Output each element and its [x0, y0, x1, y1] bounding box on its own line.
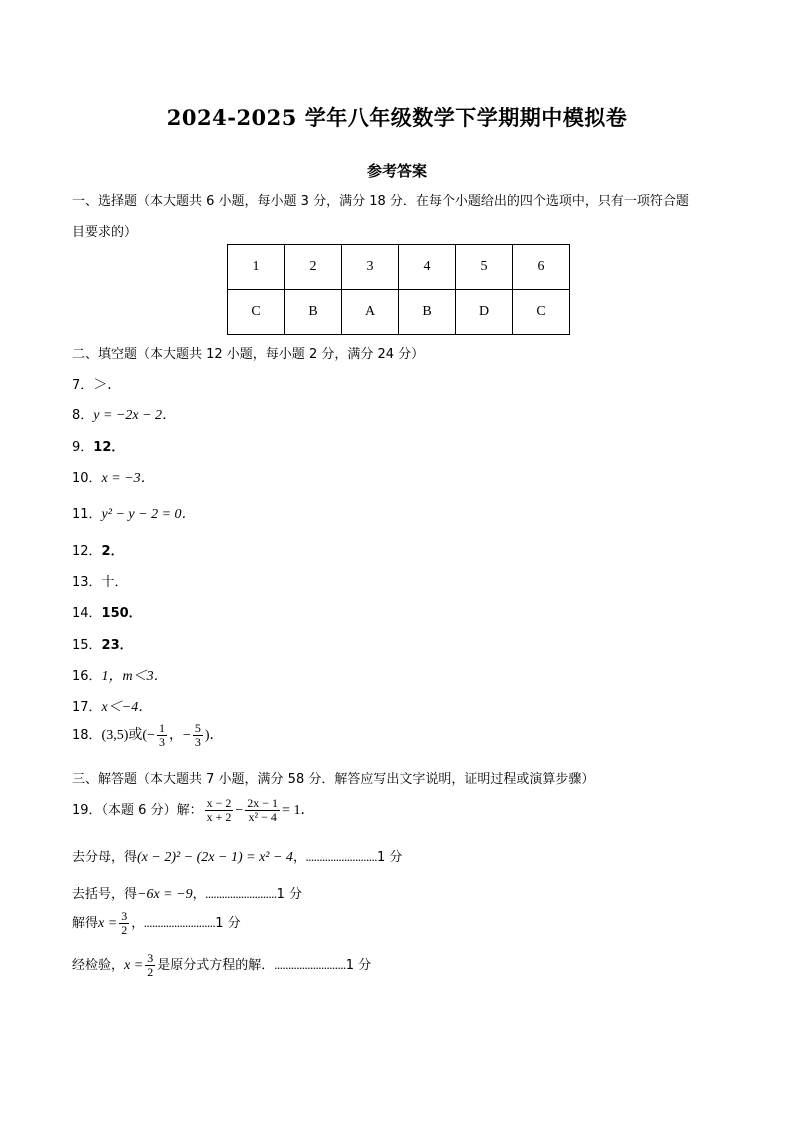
answer-q12 — [72, 540, 124, 559]
question-number: 7． — [72, 378, 94, 393]
question-number: 13． — [72, 575, 102, 590]
table-cell: B — [285, 290, 342, 335]
step-text: 是原分式方程的解． — [157, 958, 275, 973]
solution-step-2 — [72, 883, 302, 903]
step-label: 经检验， — [72, 958, 125, 973]
fraction-numerator: 3 — [121, 909, 128, 923]
table-cell: 3 — [342, 245, 399, 290]
answer-q7 — [72, 374, 121, 394]
question-number: 18． — [72, 728, 102, 743]
fraction-denominator: 2 — [147, 965, 154, 979]
answer-table-answer-row — [228, 290, 570, 335]
table-cell: 2 — [285, 245, 342, 290]
answer-value: y² − y − 2 = 0． — [101, 507, 196, 522]
answer-q16 — [72, 665, 168, 685]
problem-label: 19．（本题 6 分）解： — [72, 803, 203, 818]
fraction-numerator: x − 2 — [206, 796, 232, 810]
answer-value: 12． — [93, 440, 125, 455]
question-number: 10． — [72, 471, 102, 486]
question-number: 8． — [72, 408, 94, 423]
fraction — [145, 952, 155, 979]
step-dots: ，.......................... — [192, 886, 277, 901]
question-number: 9． — [72, 440, 94, 455]
fraction-numerator: 5 — [194, 721, 201, 735]
question-number: 16． — [72, 669, 102, 684]
answer-q17 — [72, 696, 152, 716]
section2-heading: 二、填空题（本大题共 12 小题，每小题 2 分，满分 24 分） — [72, 347, 425, 362]
step-expression: x = — [98, 916, 118, 931]
answer-q13 — [72, 571, 128, 590]
question-number: 11． — [72, 507, 102, 522]
table-cell: D — [456, 290, 513, 335]
table-cell: 4 — [399, 245, 456, 290]
answer-value: 150． — [101, 606, 142, 621]
fraction — [193, 722, 203, 749]
answer-key-heading: 参考答案 — [366, 162, 427, 180]
section3-heading: 三、解答题（本大题共 7 小题，满分 58 分．解答应写出文字说明，证明过程或演算步骤） — [72, 772, 595, 787]
answer-value: x＜−4． — [101, 700, 153, 715]
table-cell: C — [228, 290, 285, 335]
table-cell: 6 — [513, 245, 570, 290]
document-title: 2024-2025 学年八年级数学下学期期中模拟卷 — [166, 105, 628, 130]
question-number: 17． — [72, 700, 102, 715]
answer-q9 — [72, 436, 124, 455]
answer-q15 — [72, 634, 133, 653]
section1-heading-line2: 目要求的） — [72, 225, 138, 240]
step-dots: ，.......................... — [292, 849, 377, 864]
table-cell: B — [399, 290, 456, 335]
step-dots: .......................... — [274, 957, 346, 972]
fraction-numerator: 2x − 1 — [247, 796, 279, 810]
equation-rhs: = 1． — [282, 803, 315, 818]
question-number: 14． — [72, 606, 102, 621]
step-expression: −6x = −9 — [137, 887, 193, 902]
operator: − — [235, 803, 244, 818]
answer-q18 — [72, 722, 224, 749]
answer-value: x = −3． — [101, 471, 155, 486]
answer-value: 2． — [101, 544, 124, 559]
fraction-denominator: 2 — [121, 923, 128, 937]
problem-19-statement — [72, 797, 314, 824]
step-score: 1 分 — [276, 887, 302, 902]
answer-q8 — [72, 404, 176, 424]
answer-value: 1，m＜3． — [101, 669, 168, 684]
fraction — [205, 797, 234, 824]
answer-q10 — [72, 467, 155, 487]
step-label: 解得 — [72, 916, 99, 931]
table-cell: A — [342, 290, 399, 335]
step-score: 1 分 — [376, 850, 403, 865]
answer-value: ＞． — [93, 378, 122, 393]
answer-table-number-row — [228, 245, 570, 290]
step-score: 1 分 — [345, 958, 372, 973]
step-expression: (x − 2)² − (2x − 1) = x² − 4 — [137, 850, 293, 865]
fraction-numerator: 3 — [147, 951, 154, 965]
step-dots: ，.......................... — [131, 915, 216, 930]
table-cell: 1 — [228, 245, 285, 290]
fraction-denominator: 3 — [158, 735, 165, 749]
fraction — [245, 797, 280, 824]
answer-value: 23． — [101, 638, 133, 653]
step-label: 去括号，得 — [72, 887, 138, 902]
solution-step-1 — [72, 846, 402, 866]
answer-value: y = −2x − 2． — [93, 408, 177, 423]
solution-step-3 — [72, 910, 241, 937]
fraction-numerator: 1 — [158, 721, 165, 735]
answer-value-part: )． — [204, 728, 224, 743]
table-cell: 5 — [456, 245, 513, 290]
question-number: 12． — [72, 544, 102, 559]
answer-value-part: (3,5)或(− — [101, 728, 155, 743]
step-label: 去分母，得 — [72, 850, 138, 865]
section1-heading-line1: 一、选择题（本大题共 6 小题，每小题 3 分，满分 18 分．在每个小题给出的四个选项中，只有一项符合题 — [72, 194, 689, 209]
answer-q11 — [72, 503, 196, 523]
step-expression: x = — [124, 958, 144, 973]
answer-table — [227, 244, 570, 335]
fraction-denominator: x + 2 — [206, 810, 232, 824]
answer-value-part: ，− — [168, 728, 191, 743]
fraction — [119, 910, 129, 937]
solution-step-4 — [72, 952, 371, 979]
fraction — [157, 722, 167, 749]
step-score: 1 分 — [215, 916, 241, 931]
answer-value: 十． — [101, 575, 128, 590]
fraction-denominator: 3 — [194, 735, 201, 749]
question-number: 15． — [72, 638, 102, 653]
table-cell: C — [513, 290, 570, 335]
fraction-denominator: x² − 4 — [248, 810, 277, 824]
answer-q14 — [72, 602, 142, 621]
